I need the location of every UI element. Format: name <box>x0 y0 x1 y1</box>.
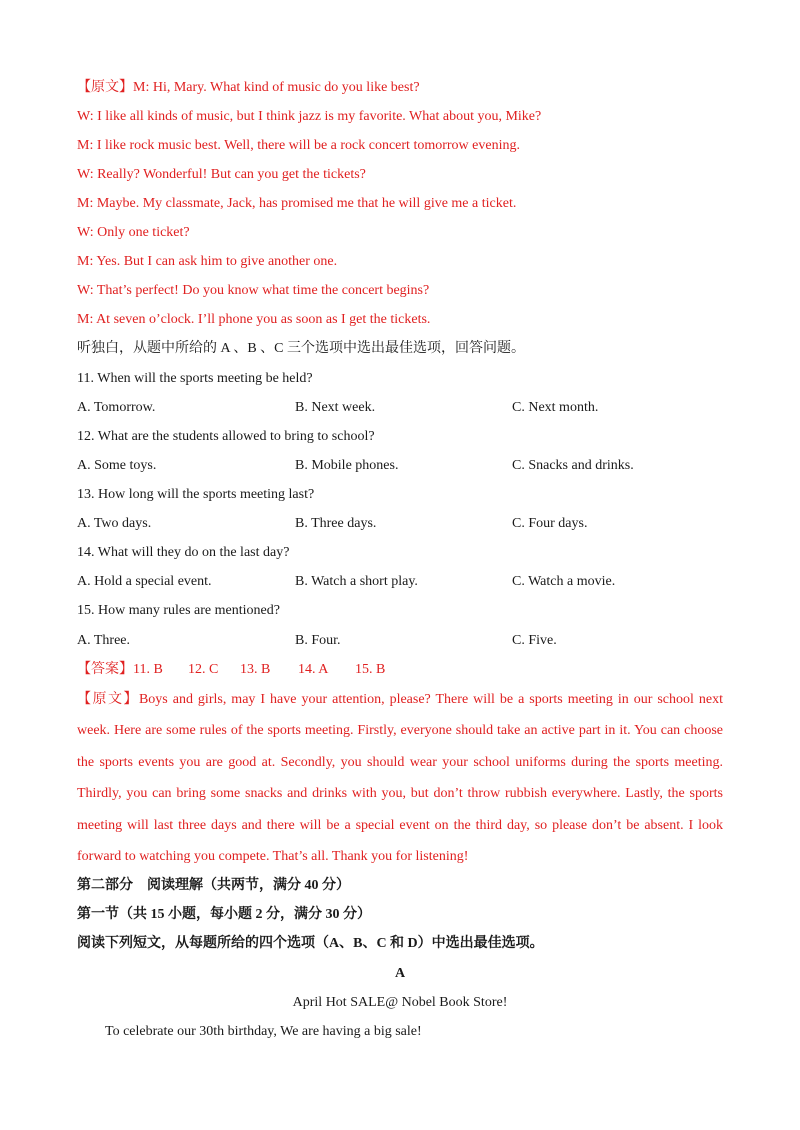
dialogue-line-5: M: Maybe. My classmate, Jack, has promised me that he will give me a ticket. <box>77 196 517 211</box>
option-13-b: B. Three days. <box>295 516 377 531</box>
option-11-c: C. Next month. <box>512 400 599 415</box>
dialogue-line-6: W: Only one ticket? <box>77 225 190 240</box>
option-13-a: A. Two days. <box>77 516 152 531</box>
question-12: 12. What are the students allowed to bring to school? <box>77 429 375 444</box>
passage-letter: A <box>394 966 406 981</box>
reading-directions: 阅读下列短文，从每题所给的四个选项（A、B、C 和 D）中选出最佳选项。 <box>77 936 544 951</box>
question-13: 13. How long will the sports meeting last? <box>77 487 315 502</box>
option-11-a: A. Tomorrow. <box>77 400 156 415</box>
option-14-a: A. Hold a special event. <box>77 574 212 589</box>
part-title: 第二部分 阅读理解（共两节，满分 40 分） <box>77 878 350 893</box>
answer-12: 12. C <box>188 662 219 677</box>
original-text-label: 【原文】 <box>77 80 133 95</box>
question-11: 11. When will the sports meeting be held? <box>77 371 313 386</box>
option-12-b: B. Mobile phones. <box>295 458 399 473</box>
dialogue-line-8: W: That’s perfect! Do you know what time the concert begins? <box>77 283 430 298</box>
option-15-b: B. Four. <box>295 633 341 648</box>
question-15: 15. How many rules are mentioned? <box>77 603 280 618</box>
listening-instruction: 听独白，从题中所给的 A 、B 、C 三个选项中选出最佳选项，回答问题。 <box>77 341 526 356</box>
answer-15: 15. B <box>355 662 386 677</box>
option-15-a: A. Three. <box>77 633 130 648</box>
option-13-c: C. Four days. <box>512 516 588 531</box>
option-11-b: B. Next week. <box>295 400 376 415</box>
dialogue-line-3: M: I like rock music best. Well, there will be a rock concert tomorrow evening. <box>77 138 520 153</box>
answer-label: 【答案】 <box>77 662 133 677</box>
dialogue-line-2: W: I like all kinds of music, but I think jazz is my favorite. What about you, Mike? <box>77 109 542 124</box>
dialogue-line-4: W: Really? Wonderful! But can you get the tickets? <box>77 167 366 182</box>
passage-first-line: To celebrate our 30th birthday, We are having a big sale! <box>105 1024 422 1039</box>
answer-11: 11. B <box>133 662 163 677</box>
passage-heading: April Hot SALE@ Nobel Book Store! <box>292 995 508 1010</box>
option-12-a: A. Some toys. <box>77 458 157 473</box>
section-subtitle: 第一节（共 15 小题，每小题 2 分，满分 30 分） <box>77 907 371 922</box>
option-14-c: C. Watch a movie. <box>512 574 616 589</box>
question-14: 14. What will they do on the last day? <box>77 545 290 560</box>
dialogue-line-9: M: At seven o’clock. I’ll phone you as soon as I get the tickets. <box>77 312 431 327</box>
dialogue-line-1: 【原文】M: Hi, Mary. What kind of music do you like best? <box>77 80 420 95</box>
monologue-transcript: 【原文】Boys and girls, may I have your attention, please? There will be a sports meeting in our school next week. Here are some rules of the sports meeting. Firstly, everyone should take an active part in it. You can choose the sports events you are good at. Secondly, you should wear your school uniforms during the sports meeting. Thirdly, you can bring some snacks and drinks with you, but don’t throw rubbish everywhere. Lastly, the sports meeting will last three days and there will be a special event on the third day, so please don’t be absent. I look forward to watching you compete. That’s all. Thank you for listening! <box>77 692 723 865</box>
answer-key <box>77 662 385 678</box>
option-14-b: B. Watch a short play. <box>295 574 418 589</box>
answer-13: 13. B <box>240 662 271 677</box>
option-12-c: C. Snacks and drinks. <box>512 458 634 473</box>
option-15-c: C. Five. <box>512 633 557 648</box>
answer-14: 14. A <box>298 662 329 677</box>
dialogue-line-7: M: Yes. But I can ask him to give another one. <box>77 254 338 269</box>
original-text-label: 【原文】 <box>77 692 139 707</box>
